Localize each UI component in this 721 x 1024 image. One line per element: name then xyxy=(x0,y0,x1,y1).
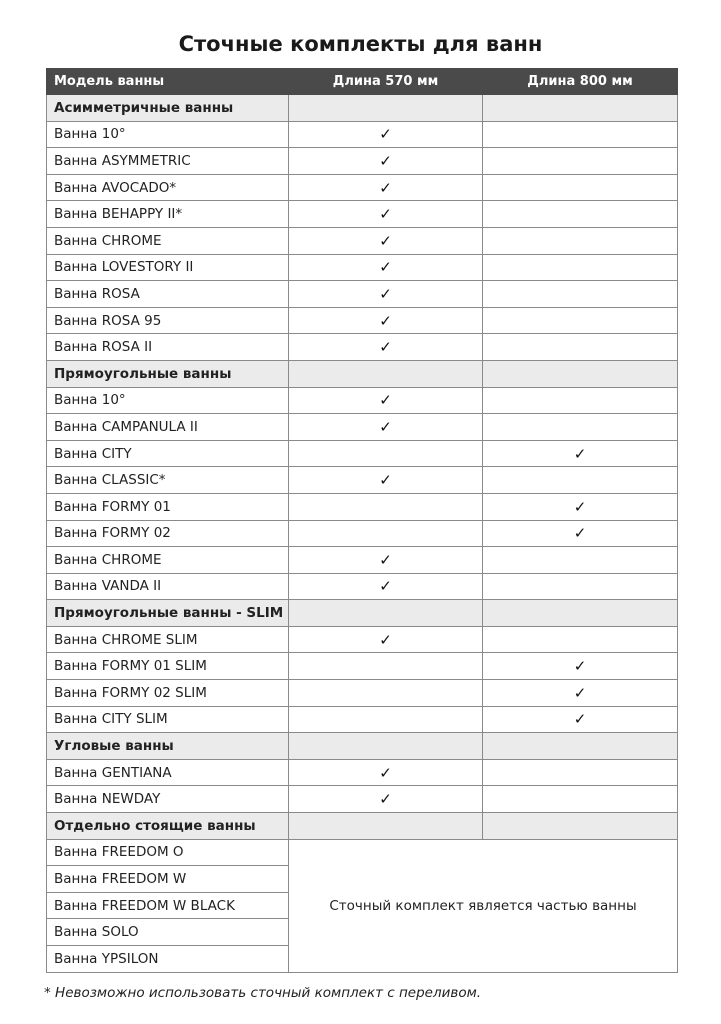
category-row xyxy=(47,95,678,122)
empty-cell xyxy=(483,759,678,786)
model-name: Ванна SOLO xyxy=(47,919,289,946)
empty-cell xyxy=(289,653,483,680)
category-row xyxy=(47,813,678,840)
check-icon-800: ✓ xyxy=(483,680,678,707)
model-name: Ванна CITY SLIM xyxy=(47,706,289,733)
check-icon-570: ✓ xyxy=(289,148,483,175)
check-icon-570: ✓ xyxy=(289,281,483,308)
table-row xyxy=(47,573,678,600)
empty-cell xyxy=(483,414,678,441)
model-name: Ванна VANDA II xyxy=(47,573,289,600)
model-name: Ванна FORMY 02 SLIM xyxy=(47,680,289,707)
table-header-row xyxy=(47,69,678,95)
model-name: Ванна NEWDAY xyxy=(47,786,289,813)
empty-cell xyxy=(483,201,678,228)
model-name: Ванна YPSILON xyxy=(47,946,289,973)
drain-kit-table xyxy=(46,68,678,973)
table-row xyxy=(47,786,678,813)
category-label: Отдельно стоящие ванны xyxy=(47,813,289,840)
model-name: Ванна ROSA 95 xyxy=(47,307,289,334)
table-row xyxy=(47,387,678,414)
table-row xyxy=(47,281,678,308)
check-icon-800: ✓ xyxy=(483,493,678,520)
model-name: Ванна BEHAPPY II* xyxy=(47,201,289,228)
check-icon-570: ✓ xyxy=(289,573,483,600)
header-model: Модель ванны xyxy=(47,69,289,95)
check-icon-570: ✓ xyxy=(289,201,483,228)
empty-cell xyxy=(289,600,483,627)
empty-cell xyxy=(289,520,483,547)
table-row xyxy=(47,174,678,201)
category-label: Прямоугольные ванны xyxy=(47,360,289,387)
table-row xyxy=(47,467,678,494)
model-name: Ванна CHROME SLIM xyxy=(47,626,289,653)
table-row xyxy=(47,307,678,334)
check-icon-570: ✓ xyxy=(289,254,483,281)
model-name: Ванна ROSA xyxy=(47,281,289,308)
category-label: Асимметричные ванны xyxy=(47,95,289,122)
check-icon-800: ✓ xyxy=(483,440,678,467)
model-name: Ванна 10° xyxy=(47,121,289,148)
empty-cell xyxy=(483,813,678,840)
empty-cell xyxy=(289,360,483,387)
empty-cell xyxy=(483,733,678,760)
category-label: Прямоугольные ванны - SLIM xyxy=(47,600,289,627)
category-row xyxy=(47,600,678,627)
table-row xyxy=(47,334,678,361)
empty-cell xyxy=(483,573,678,600)
check-icon-800: ✓ xyxy=(483,706,678,733)
table-row xyxy=(47,680,678,707)
empty-cell xyxy=(289,733,483,760)
check-icon-570: ✓ xyxy=(289,786,483,813)
footnote: * Невозможно использовать сточный комплект с переливом. xyxy=(44,985,482,1001)
empty-cell xyxy=(483,174,678,201)
empty-cell xyxy=(289,706,483,733)
model-name: Ванна CLASSIC* xyxy=(47,467,289,494)
empty-cell xyxy=(483,360,678,387)
table-row xyxy=(47,440,678,467)
empty-cell xyxy=(483,547,678,574)
table-row xyxy=(47,839,678,866)
table-row xyxy=(47,121,678,148)
model-name: Ванна 10° xyxy=(47,387,289,414)
empty-cell xyxy=(483,387,678,414)
table-row xyxy=(47,493,678,520)
check-icon-800: ✓ xyxy=(483,520,678,547)
empty-cell xyxy=(289,813,483,840)
empty-cell xyxy=(483,626,678,653)
empty-cell xyxy=(483,786,678,813)
table-row xyxy=(47,148,678,175)
category-label: Угловые ванны xyxy=(47,733,289,760)
model-name: Ванна ROSA II xyxy=(47,334,289,361)
empty-cell xyxy=(483,254,678,281)
table-row xyxy=(47,227,678,254)
empty-cell xyxy=(483,281,678,308)
header-length-800: Длина 800 мм xyxy=(483,69,678,95)
table-row xyxy=(47,547,678,574)
model-name: Ванна CHROME xyxy=(47,227,289,254)
check-icon-570: ✓ xyxy=(289,467,483,494)
empty-cell xyxy=(483,148,678,175)
table-row xyxy=(47,653,678,680)
model-name: Ванна CAMPANULA II xyxy=(47,414,289,441)
model-name: Ванна GENTIANA xyxy=(47,759,289,786)
model-name: Ванна FORMY 01 xyxy=(47,493,289,520)
empty-cell xyxy=(483,307,678,334)
check-icon-570: ✓ xyxy=(289,334,483,361)
category-row xyxy=(47,733,678,760)
table-row xyxy=(47,254,678,281)
check-icon-570: ✓ xyxy=(289,387,483,414)
empty-cell xyxy=(483,95,678,122)
table-row xyxy=(47,706,678,733)
empty-cell xyxy=(483,334,678,361)
model-name: Ванна CHROME xyxy=(47,547,289,574)
check-icon-800: ✓ xyxy=(483,653,678,680)
model-name: Ванна LOVESTORY II xyxy=(47,254,289,281)
table-row xyxy=(47,520,678,547)
empty-cell xyxy=(483,467,678,494)
check-icon-570: ✓ xyxy=(289,174,483,201)
model-name: Ванна FORMY 02 xyxy=(47,520,289,547)
table-row xyxy=(47,201,678,228)
check-icon-570: ✓ xyxy=(289,759,483,786)
included-kit-note: Сточный комплект является частью ванны xyxy=(289,839,678,972)
check-icon-570: ✓ xyxy=(289,307,483,334)
page-title: Сточные комплекты для ванн xyxy=(178,32,543,56)
empty-cell xyxy=(289,440,483,467)
check-icon-570: ✓ xyxy=(289,121,483,148)
empty-cell xyxy=(289,95,483,122)
table-row xyxy=(47,626,678,653)
check-icon-570: ✓ xyxy=(289,547,483,574)
check-icon-570: ✓ xyxy=(289,414,483,441)
empty-cell xyxy=(289,493,483,520)
model-name: Ванна FREEDOM W BLACK xyxy=(47,892,289,919)
empty-cell xyxy=(289,680,483,707)
table-body xyxy=(47,95,678,973)
model-name: Ванна CITY xyxy=(47,440,289,467)
check-icon-570: ✓ xyxy=(289,626,483,653)
model-name: Ванна FORMY 01 SLIM xyxy=(47,653,289,680)
model-name: Ванна AVOCADO* xyxy=(47,174,289,201)
model-name: Ванна ASYMMETRIC xyxy=(47,148,289,175)
empty-cell xyxy=(483,600,678,627)
table-row xyxy=(47,759,678,786)
model-name: Ванна FREEDOM W xyxy=(47,866,289,893)
category-row xyxy=(47,360,678,387)
header-length-570: Длина 570 мм xyxy=(289,69,483,95)
table-row xyxy=(47,414,678,441)
empty-cell xyxy=(483,121,678,148)
model-name: Ванна FREEDOM O xyxy=(47,839,289,866)
check-icon-570: ✓ xyxy=(289,227,483,254)
empty-cell xyxy=(483,227,678,254)
